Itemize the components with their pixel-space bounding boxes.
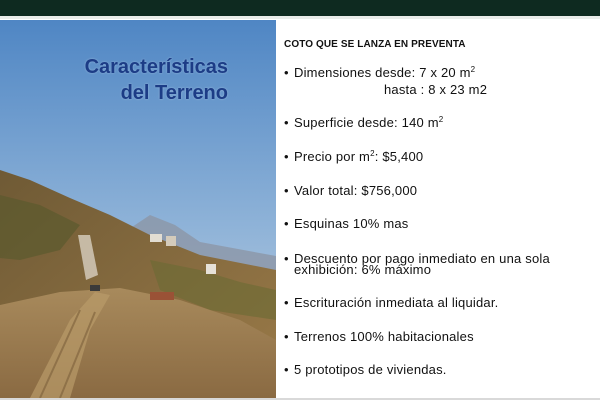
corners-item xyxy=(284,217,408,231)
prototypes-item xyxy=(284,363,447,377)
dimensions-from-item xyxy=(284,66,475,80)
dimensions-to-item xyxy=(384,83,487,97)
price-label: Precio por m xyxy=(294,149,371,164)
corners-text: Esquinas 10% mas xyxy=(294,216,409,231)
bullet-icon: • xyxy=(284,295,289,310)
squared-superscript: 2 xyxy=(470,65,476,74)
total-value-text: Valor total: $756,000 xyxy=(294,183,418,198)
residential-item xyxy=(284,330,474,344)
price-item xyxy=(284,150,423,164)
bullet-icon: • xyxy=(284,329,289,344)
photo-title-line2: del Terreno xyxy=(120,82,228,104)
surface-text: Superficie desde: 140 m xyxy=(294,115,439,130)
dimensions-to-text: hasta : 8 x 23 m2 xyxy=(384,82,488,97)
top-strip xyxy=(0,16,600,19)
discount-text-line2: exhibición: 6% máximo xyxy=(294,262,432,277)
photo-title xyxy=(0,54,228,106)
bullet-icon: • xyxy=(284,216,289,231)
prototypes-text: 5 prototipos de viviendas. xyxy=(294,362,447,377)
discount-text-line1: Descuento por pago inmediato en una sola xyxy=(294,251,550,266)
total-value-item xyxy=(284,184,417,198)
bullet-icon: • xyxy=(284,183,289,198)
bullet-icon: • xyxy=(284,149,289,164)
bullet-icon: • xyxy=(284,65,289,80)
squared-superscript: 2 xyxy=(370,149,375,158)
deeding-item xyxy=(284,296,498,310)
squared-superscript: 2 xyxy=(438,115,444,124)
bullet-icon: • xyxy=(284,115,289,130)
top-bar xyxy=(0,0,600,16)
bullet-icon: • xyxy=(284,251,289,266)
discount-item-continued xyxy=(294,263,431,277)
land-photo xyxy=(0,20,276,398)
residential-text: Terrenos 100% habitacionales xyxy=(294,329,474,344)
price-value: : $5,400 xyxy=(374,149,424,164)
bullet-icon: • xyxy=(284,362,289,377)
features-panel xyxy=(284,20,596,398)
photo-title-line1: Características xyxy=(84,56,228,78)
dimensions-from-text: Dimensiones desde: 7 x 20 m xyxy=(294,65,471,80)
headline: COTO QUE SE LANZA EN PREVENTA xyxy=(284,39,466,50)
surface-item xyxy=(284,116,443,130)
deeding-text: Escrituración inmediata al liquidar. xyxy=(294,295,499,310)
